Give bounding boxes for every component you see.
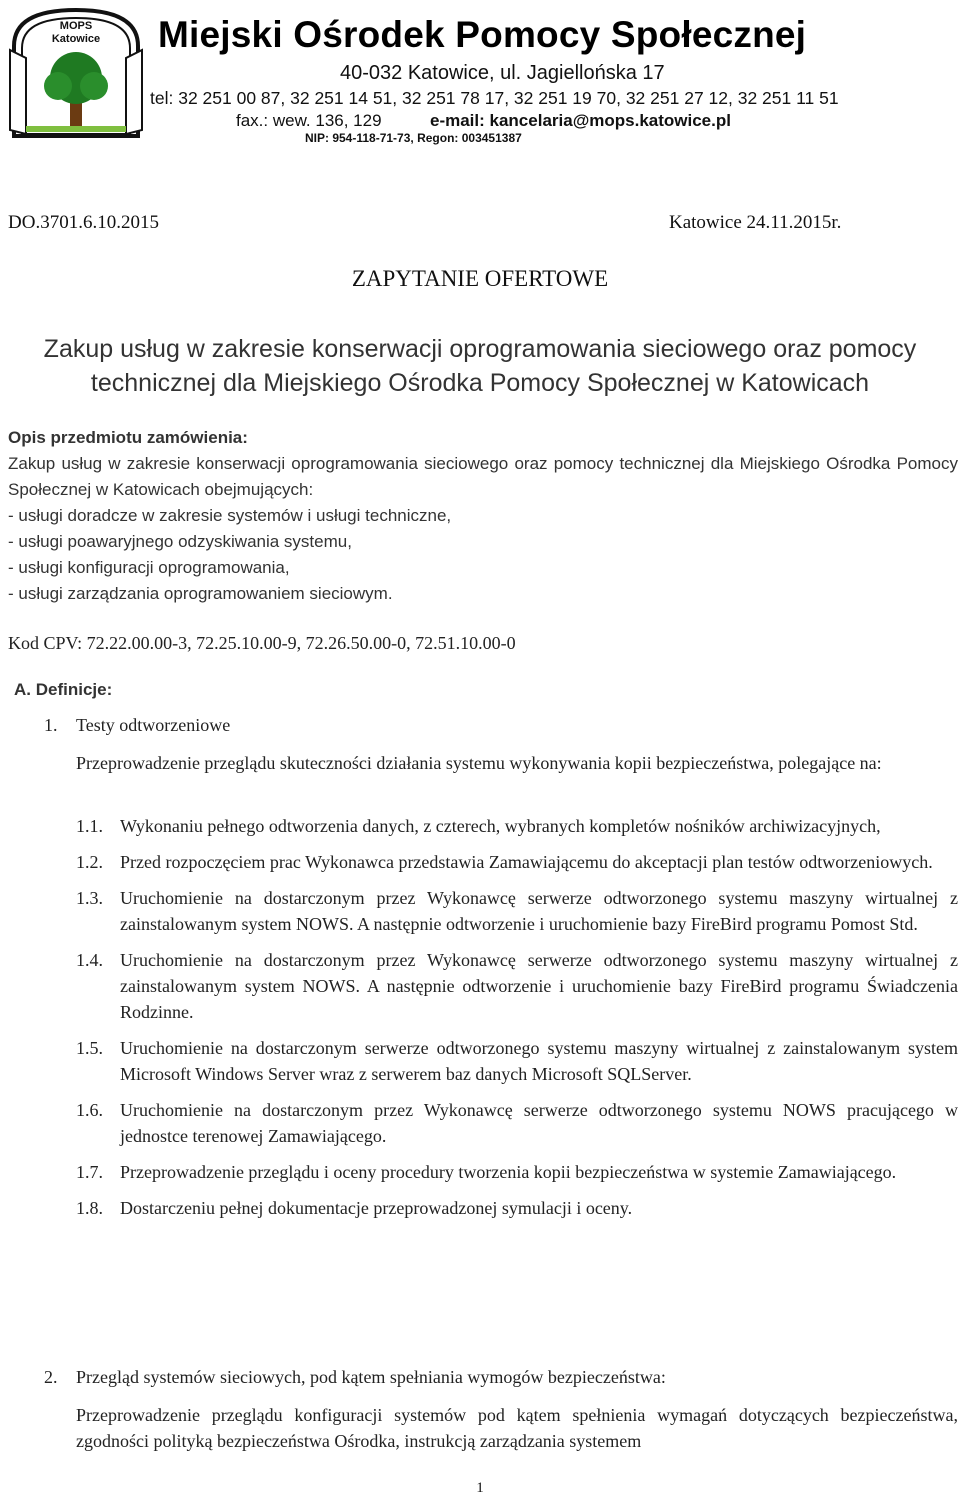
sub-point-text: Przeprowadzenie przeglądu i oceny procedury tworzenia kopii bezpieczeństwa w systemie Zamawiającego.	[120, 1162, 897, 1182]
sub-point	[76, 813, 958, 839]
sub-point-text: Wykonaniu pełnego odtworzenia danych, z czterech, wybranych kompletów nośników archiwizacyjnych,	[120, 816, 881, 836]
point-2-title: Przegląd systemów sieciowych, pod kątem spełniania wymogów bezpieczeństwa:	[76, 1367, 666, 1387]
sub-points	[76, 813, 958, 1231]
mops-logo	[6, 6, 146, 140]
sub-point-number: 1.6.	[76, 1100, 103, 1120]
document-type: ZAPYTANIE OFERTOWE	[351, 266, 609, 291]
sub-point-number: 1.1.	[76, 816, 103, 836]
opis-list	[8, 503, 451, 607]
sub-point	[76, 1035, 958, 1087]
opis-heading	[8, 428, 248, 448]
logo-label: MOPS Katowice	[51, 20, 101, 45]
sub-point	[76, 947, 958, 1025]
sub-point-number: 1.4.	[76, 950, 103, 970]
cpv-codes: Kod CPV: 72.22.00.00-3, 72.25.10.00-9, 72.26.50.00-0, 72.51.10.00-0	[8, 633, 516, 653]
org-phones: tel: 32 251 00 87, 32 251 14 51, 32 251 78 17, 32 251 19 70, 32 251 27 12, 32 251 11 51	[150, 88, 839, 108]
point-1-intro: Przeprowadzenie przeglądu skuteczności działania systemu wykonywania kopii bezpieczeństwa, polegające na:	[76, 753, 882, 773]
list-item: - usługi poawaryjnego odzyskiwania systemu,	[8, 532, 352, 551]
org-nip: NIP: 954-118-71-73, Regon: 003451387	[305, 131, 522, 145]
sub-point	[76, 1097, 958, 1149]
org-address: 40-032 Katowice, ul. Jagiellońska 17	[340, 62, 665, 84]
sub-point-number: 1.3.	[76, 888, 103, 908]
point-2-number: 2.	[44, 1367, 58, 1387]
sub-point	[76, 1195, 958, 1221]
sub-point-text: Uruchomienie na dostarczonym przez Wykonawcę serwerze odtworzonego systemu maszyny wirtualnej z zainstalowanym system NOWS. A następnie odtworzenie i uruchomienie bazy FireBird programu Pomost Std.	[120, 888, 958, 934]
org-fax: fax.: wew. 136, 129	[236, 111, 382, 130]
opis-heading-text: Opis przedmiotu zamówienia:	[8, 428, 248, 447]
sub-point-text: Uruchomienie na dostarczonym przez Wykonawcę serwerze odtworzonego systemu NOWS pracującego w jednostce terenowej Zamawiającego.	[120, 1100, 958, 1146]
sub-point-number: 1.7.	[76, 1162, 103, 1182]
list-item: - usługi konfiguracji oprogramowania,	[8, 558, 290, 577]
sub-point-number: 1.8.	[76, 1198, 103, 1218]
sub-point-text: Uruchomienie na dostarczonym przez Wykonawcę serwerze odtworzonego systemu maszyny wirtualnej z zainstalowanym system NOWS. A następnie odtworzenie i uruchomienie bazy FireBird programu Świadczenia Rodzinne.	[120, 950, 958, 1022]
document-number: DO.3701.6.10.2015	[8, 212, 159, 233]
subject-line-2: technicznej dla Miejskiego Ośrodka Pomocy Społecznej w Katowicach	[90, 369, 870, 397]
sub-point-text: Dostarczeniu pełnej dokumentacje przeprowadzonej symulacji i oceny.	[120, 1198, 633, 1218]
section-a-heading: A. Definicje:	[14, 680, 113, 699]
sub-point-number: 1.2.	[76, 852, 103, 872]
page-number: 1	[476, 1480, 484, 1496]
sub-point-text: Przed rozpoczęciem prac Wykonawca przedstawia Zamawiającemu do akceptacji plan testów odtworzeniowych.	[120, 852, 933, 872]
sub-point-text: Uruchomienie na dostarczonym serwerze odtworzonego systemu maszyny wirtualnej z zainstalowanym system Microsoft Windows Server wraz z serwerem baz danych Microsoft SQLServer.	[120, 1038, 958, 1084]
point-1-title: Testy odtworzeniowe	[76, 715, 231, 735]
point-1-number: 1.	[44, 715, 58, 735]
sub-point	[76, 885, 958, 937]
document-subject	[0, 332, 960, 400]
sub-point-number: 1.5.	[76, 1038, 103, 1058]
sub-point	[76, 1159, 958, 1185]
document-date: Katowice 24.11.2015r.	[669, 212, 842, 233]
list-item: - usługi doradcze w zakresie systemów i usługi techniczne,	[8, 506, 452, 525]
subject-line-1: Zakup usług w zakresie konserwacji oprogramowania sieciowego oraz pomocy	[43, 335, 917, 363]
list-item: - usługi zarządzania oprogramowaniem sieciowym.	[8, 584, 393, 603]
org-name: Miejski Ośrodek Pomocy Społecznej	[158, 14, 807, 55]
org-email: e-mail: kancelaria@mops.katowice.pl	[430, 111, 731, 130]
point-2-text: Przeprowadzenie przeglądu konfiguracji systemów pod kątem spełnienia wymagań dotyczących bezpieczeństwa, zgodności polityką bezpieczeństwa Ośrodka, instrukcją zarządzania systemem	[76, 1405, 958, 1451]
sub-point	[76, 849, 958, 875]
opis-intro: Zakup usług w zakresie konserwacji oprogramowania sieciowego oraz pomocy technicznej dla Miejskiego Ośrodka Pomocy Społecznej w Katowicach obejmujących:	[8, 454, 958, 499]
